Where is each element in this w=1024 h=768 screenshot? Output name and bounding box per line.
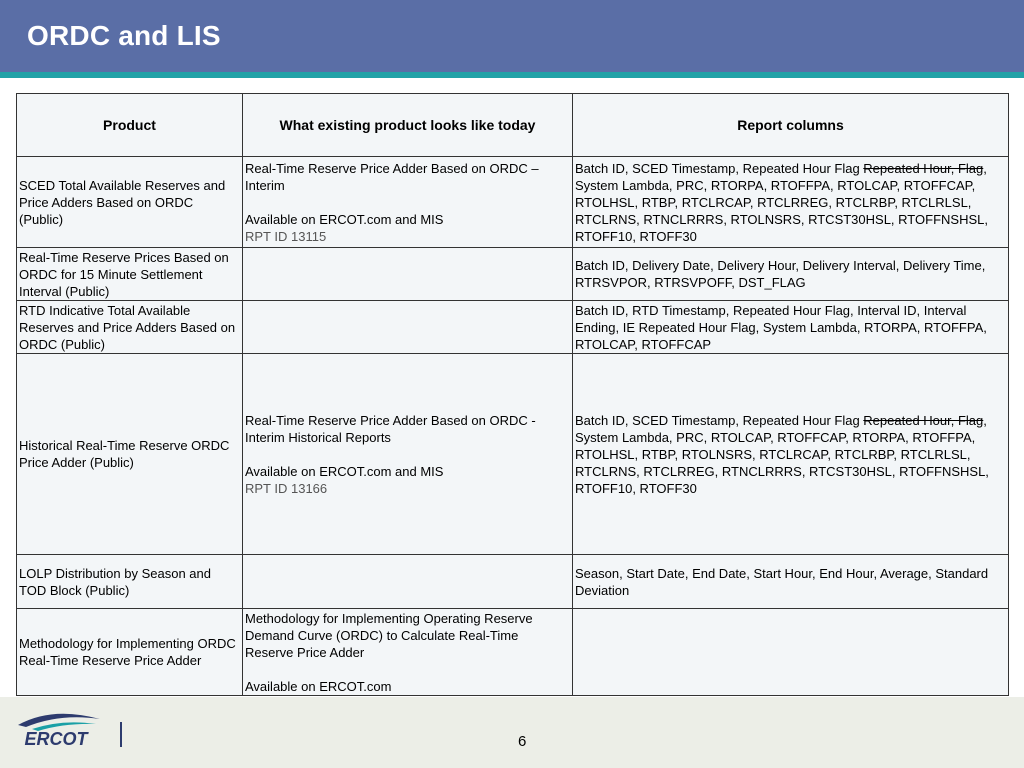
spacer	[245, 661, 570, 678]
columns-text-rest: , System Lambda, PRC, RTORPA, RTOFFPA, RTOLCAP, RTOFFCAP, RTOLHSL, RTBP, RTCLRCAP, RTCLRREG, RTCLRBP, RTCLRLSL, RTCLRNS, RTNCLRRRS, RTOLNSRS, RTCST30HSL, RTOFFNSHSL, RTOFF10, RTOFF30	[575, 160, 988, 244]
header-today: What existing product looks like today	[243, 94, 573, 157]
header-stripe	[0, 72, 1024, 78]
today-description: Real-Time Reserve Price Adder Based on ORDC - Interim Historical Reports	[245, 412, 536, 445]
page-number: 6	[518, 733, 527, 750]
availability-text: Available on ERCOT.com	[245, 678, 392, 694]
today-description: Real-Time Reserve Price Adder Based on ORDC – Interim	[245, 160, 539, 193]
table-row	[17, 609, 1009, 696]
slide-title: ORDC and LIS	[27, 20, 221, 51]
report-table	[16, 93, 1009, 696]
table-header-row	[17, 94, 1009, 157]
logo-text: ERCOT	[24, 729, 88, 749]
table-row	[17, 301, 1009, 354]
report-id: RPT ID 13166	[245, 480, 328, 496]
spacer	[245, 194, 570, 211]
table-row	[17, 248, 1009, 301]
columns-cell	[573, 609, 1009, 696]
report-id: RPT ID 13115	[245, 228, 327, 244]
product-cell: Historical Real-Time Reserve ORDC Price Adder (Public)	[17, 354, 243, 555]
columns-text-rest: , System Lambda, PRC, RTOLCAP, RTOFFCAP, RTORPA, RTOFFPA, RTOLHSL, RTBP, RTOLNSRS, RTCLRCAP, RTCLRBP, RTCLRLSL, RTCLRNS, RTCLRREG, RTNCLRRRS, RTCST30HSL, RTOFFNSHSL, RTOFF10, RTOFF30	[575, 412, 989, 496]
today-description: Methodology for Implementing Operating Reserve Demand Curve (ORDC) to Calculate Real-Time Reserve Price Adder	[245, 610, 533, 660]
today-cell	[243, 157, 573, 248]
columns-cell: Batch ID, Delivery Date, Delivery Hour, Delivery Interval, Delivery Time, RTRSVPOR, RTRSVPOFF, DST_FLAG	[573, 248, 1009, 301]
product-cell: LOLP Distribution by Season and TOD Block (Public)	[17, 555, 243, 609]
columns-cell: Season, Start Date, End Date, Start Hour, End Hour, Average, Standard Deviation	[573, 555, 1009, 609]
product-cell: SCED Total Available Reserves and Price Adders Based on ORDC (Public)	[17, 157, 243, 248]
spacer	[245, 446, 570, 463]
columns-cell	[573, 354, 1009, 555]
today-cell	[243, 301, 573, 354]
table-row	[17, 555, 1009, 609]
availability-text: Available on ERCOT.com and MIS	[245, 463, 444, 479]
header-columns: Report columns	[573, 94, 1009, 157]
today-cell	[243, 248, 573, 301]
today-cell	[243, 354, 573, 555]
product-cell: Real-Time Reserve Prices Based on ORDC for 15 Minute Settlement Interval (Public)	[17, 248, 243, 301]
ercot-logo-icon	[12, 708, 104, 750]
header-product: Product	[17, 94, 243, 157]
availability-text: Available on ERCOT.com and MIS	[245, 211, 444, 227]
today-cell	[243, 555, 573, 609]
columns-text: Batch ID, SCED Timestamp, Repeated Hour Flag	[575, 160, 864, 176]
columns-text: Batch ID, SCED Timestamp, Repeated Hour Flag	[575, 412, 864, 428]
struck-text: Repeated Hour, Flag	[863, 160, 984, 176]
logo-divider	[120, 722, 122, 747]
footer-band	[0, 697, 1024, 768]
table-row	[17, 157, 1009, 248]
columns-cell: Batch ID, RTD Timestamp, Repeated Hour Flag, Interval ID, Interval Ending, IE Repeated Hour Flag, System Lambda, RTORPA, RTOFFPA, RTOLCAP, RTOFFCAP	[573, 301, 1009, 354]
table-row	[17, 354, 1009, 555]
today-cell	[243, 609, 573, 696]
product-cell: Methodology for Implementing ORDC Real-Time Reserve Price Adder	[17, 609, 243, 696]
columns-cell	[573, 157, 1009, 248]
struck-text: Repeated Hour, Flag	[863, 412, 984, 428]
product-cell: RTD Indicative Total Available Reserves and Price Adders Based on ORDC (Public)	[17, 301, 243, 354]
